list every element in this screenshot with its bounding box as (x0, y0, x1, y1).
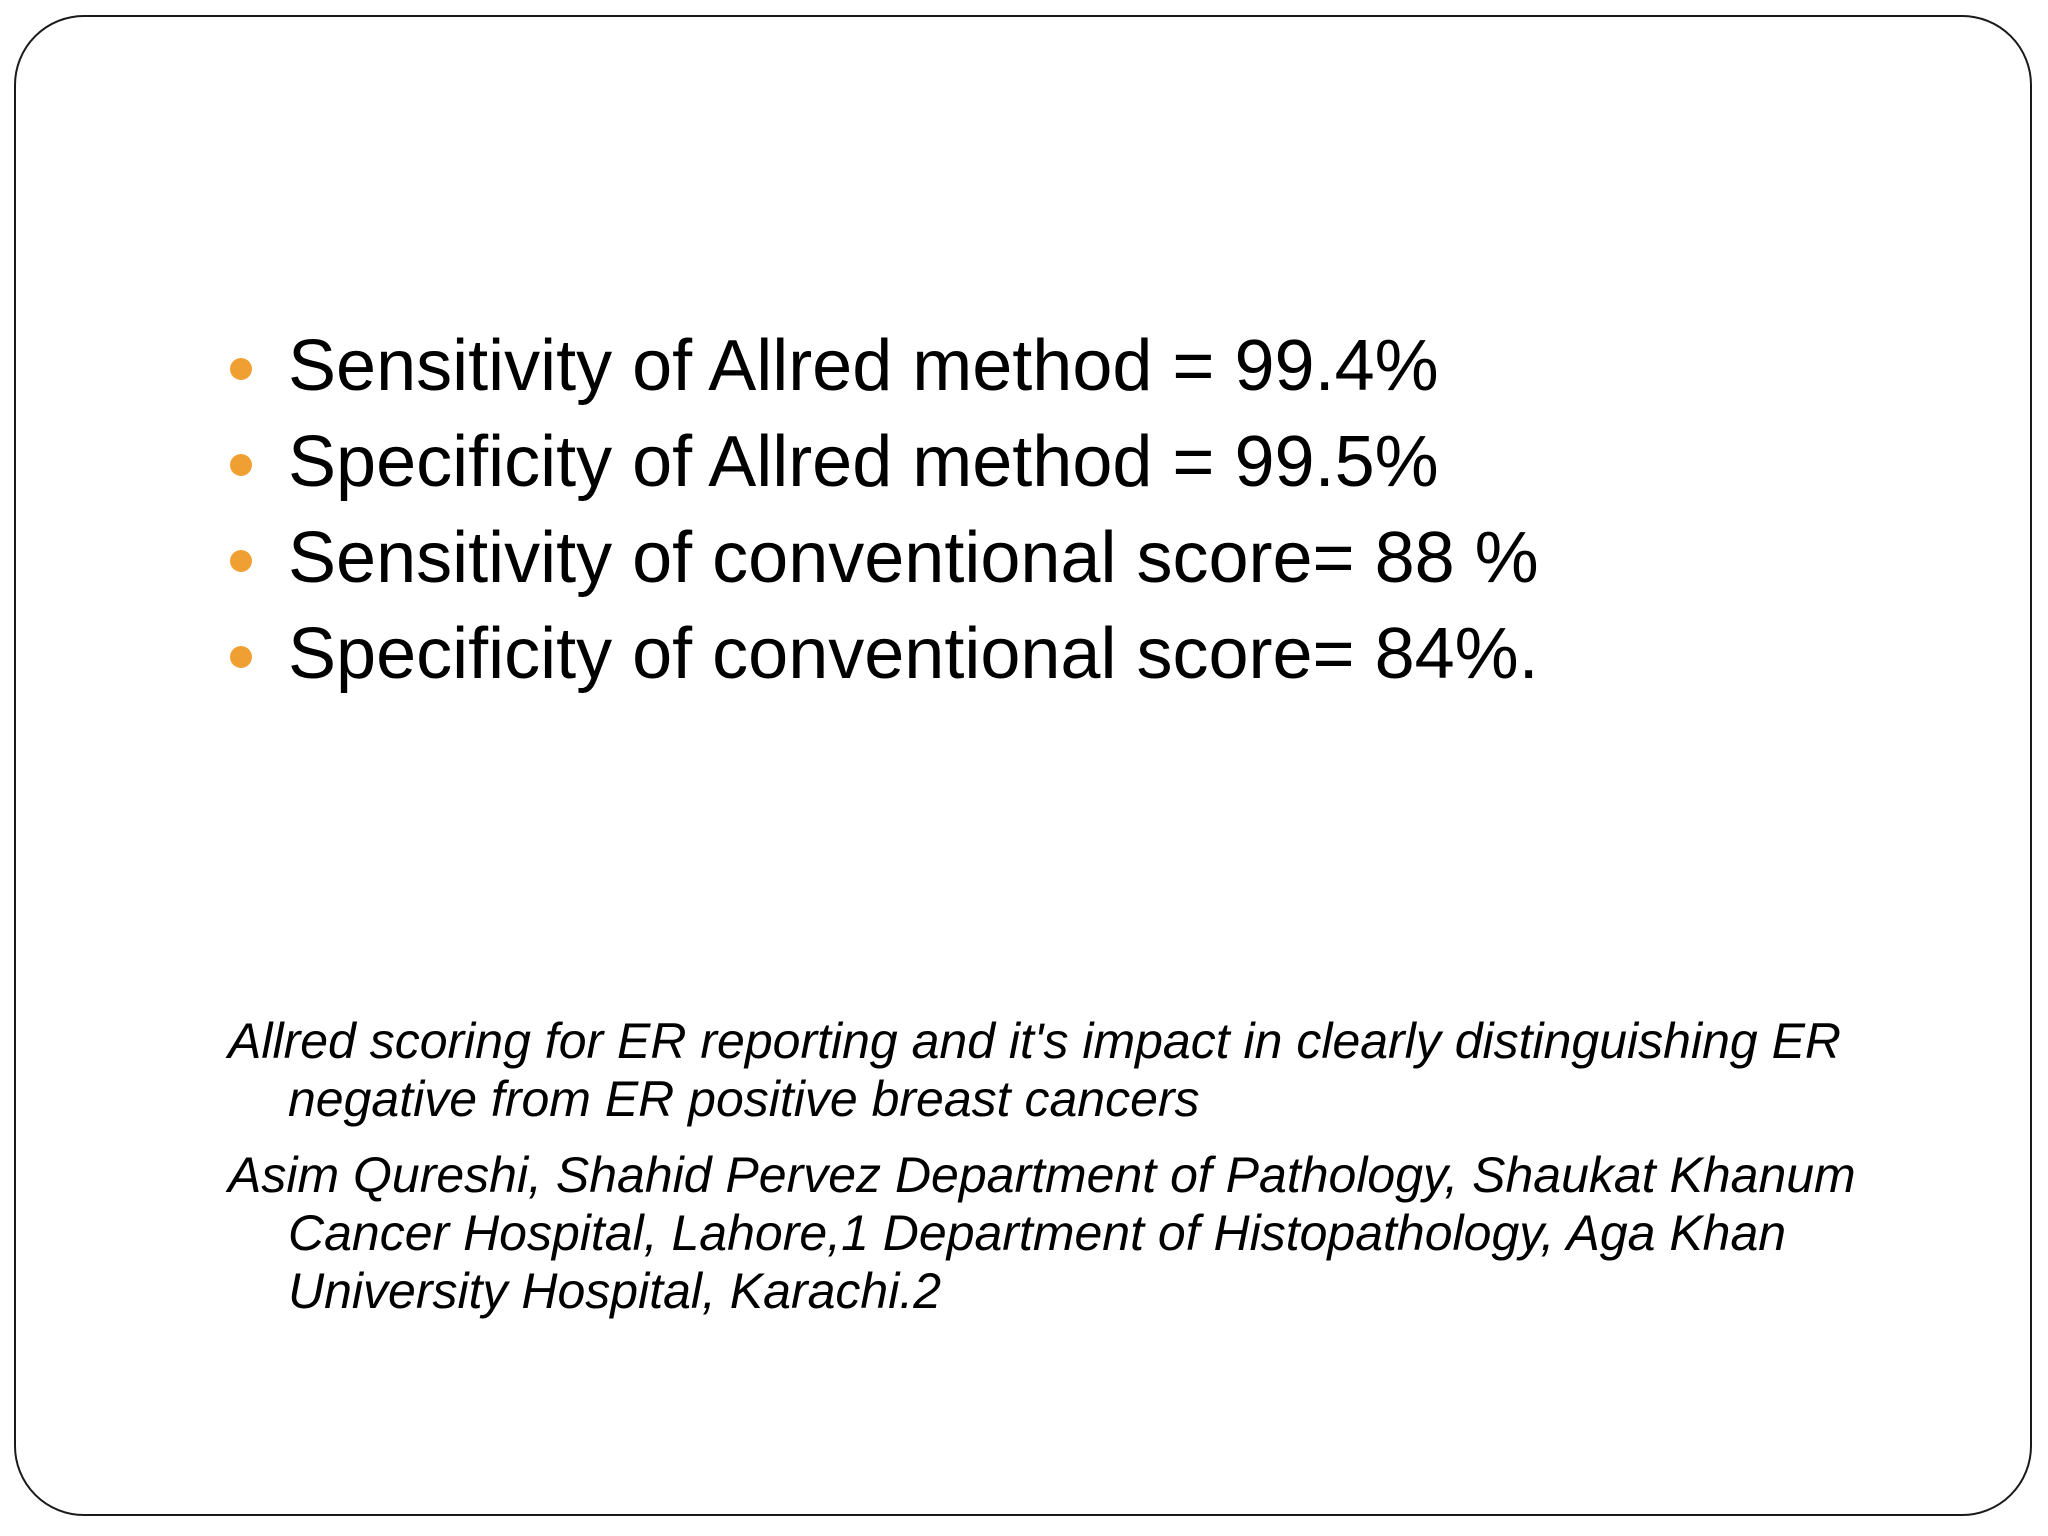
bullet-item (228, 318, 1539, 414)
bullet-text: Sensitivity of Allred method = 99.4% (288, 326, 1439, 406)
bullet-dot-icon (230, 550, 252, 572)
bullet-list (228, 318, 1539, 702)
bullet-item (228, 606, 1539, 702)
bullet-text: Specificity of Allred method = 99.5% (288, 422, 1439, 502)
bullet-item (228, 414, 1539, 510)
citation-title: Allred scoring for ER reporting and it's impact in clearly distinguishing ER negative from ER positive breast cancers (228, 1013, 1842, 1127)
bullet-dot-icon (230, 358, 252, 380)
bullet-dot-icon (230, 454, 252, 476)
bullet-item (228, 510, 1539, 606)
bullet-dot-icon (230, 646, 252, 668)
citation-authors: Asim Qureshi, Shahid Pervez Department of Pathology, Shaukat Khanum Cancer Hospital, Lahore,1 Department of Histopathology, Aga Khan University Hospital, Karachi.2 (228, 1147, 1856, 1319)
bullet-text: Sensitivity of conventional score= 88 % (288, 518, 1539, 598)
bullet-text: Specificity of conventional score= 84%. (288, 614, 1539, 694)
